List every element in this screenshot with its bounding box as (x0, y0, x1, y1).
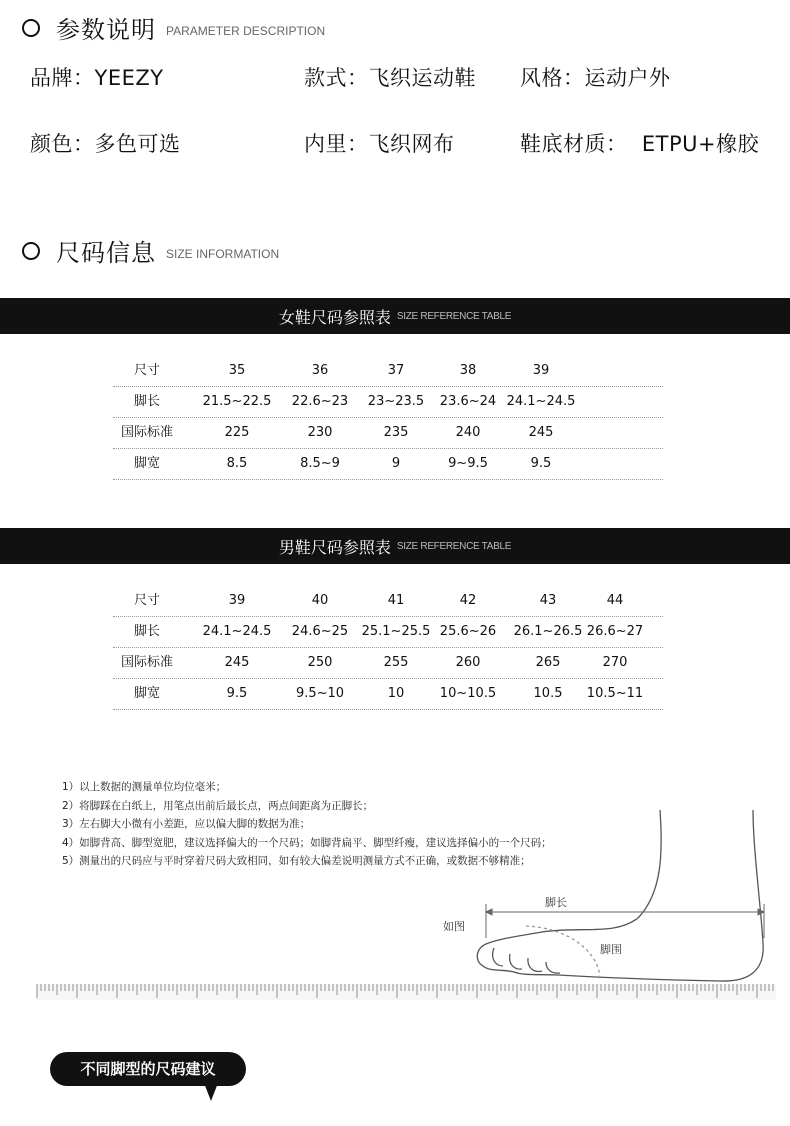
table-cell: 10.5~11 (586, 686, 644, 701)
row-header-cell: 脚长 (133, 624, 161, 639)
table-cell: 43 (539, 593, 557, 608)
men-table-title: 男鞋尺码参照表 (278, 537, 391, 557)
size-section-subtitle: SIZE INFORMATION (166, 246, 280, 261)
table-cell: 37 (387, 363, 405, 378)
param-lining: 内里：飞织网布 (304, 132, 455, 156)
figure-label: 如图 (443, 920, 465, 933)
bubble-tail (204, 1083, 218, 1101)
table-cell: 9~9.5 (448, 456, 488, 471)
table-row (113, 356, 663, 387)
param-section-title: 参数说明 (56, 16, 156, 44)
table-cell: 9 (391, 456, 401, 471)
ruler-strip (36, 984, 776, 1000)
row-header-cell: 脚宽 (133, 456, 161, 471)
women-table-subtitle: SIZE REFERENCE TABLE (396, 310, 512, 322)
param-sole: 鞋底材质： ETPU+橡胶 (520, 132, 760, 156)
table-cell: 24.1~24.5 (506, 394, 576, 409)
men-table-banner (0, 528, 790, 564)
note-line: 4）如脚背高、脚型宽肥，建议选择偏大的一个尺码；如脚背扁平、脚型纤瘦，建议选择偏小的一个尺码； (62, 836, 552, 849)
table-cell: 9.5 (226, 686, 248, 701)
table-cell: 24.6~25 (291, 624, 349, 639)
men-table-subtitle: SIZE REFERENCE TABLE (396, 540, 512, 552)
foot-length-label: 脚长 (545, 896, 567, 909)
row-header-cell: 国际标准 (120, 425, 174, 440)
table-cell: 255 (383, 655, 409, 670)
table-cell: 225 (224, 425, 250, 440)
note-line: 3）左右脚大小微有小差距，应以偏大脚的数据为准； (62, 818, 311, 830)
param-color: 颜色：多色可选 (30, 132, 181, 156)
table-cell: 23~23.5 (367, 394, 425, 409)
table-row (113, 387, 663, 418)
circle-icon (22, 19, 40, 37)
table-cell: 9.5~10 (295, 686, 345, 701)
table-cell: 23.6~24 (439, 394, 497, 409)
table-cell: 38 (459, 363, 477, 378)
table-cell: 270 (602, 655, 628, 670)
table-row (113, 679, 663, 710)
param-section-header (22, 10, 325, 45)
table-cell: 40 (311, 593, 329, 608)
row-header-cell: 尺寸 (133, 593, 161, 608)
table-row (113, 617, 663, 648)
table-cell: 260 (455, 655, 481, 670)
param-genre: 风格：运动户外 (520, 66, 671, 90)
row-header-cell: 脚长 (133, 394, 161, 409)
table-cell: 10~10.5 (439, 686, 497, 701)
table-cell: 235 (383, 425, 409, 440)
table-cell: 25.6~26 (439, 624, 497, 639)
table-cell: 24.1~24.5 (202, 624, 272, 639)
table-cell: 10.5 (533, 686, 563, 701)
foot-illustration (470, 808, 780, 988)
param-section-subtitle: PARAMETER DESCRIPTION (166, 23, 326, 38)
table-cell: 240 (455, 425, 481, 440)
param-style: 款式：飞织运动鞋 (304, 66, 476, 90)
note-line: 1）以上数据的测量单位均位毫米； (62, 781, 227, 793)
table-cell: 245 (528, 425, 554, 440)
table-cell: 265 (535, 655, 561, 670)
table-cell: 41 (387, 593, 405, 608)
table-cell: 36 (311, 363, 329, 378)
row-header-cell: 脚宽 (133, 686, 161, 701)
row-header-cell: 尺寸 (133, 363, 161, 378)
table-cell: 39 (532, 363, 550, 378)
table-row (113, 648, 663, 679)
table-row (113, 449, 663, 480)
size-section-header (22, 233, 279, 268)
note-line: 5）测量出的尺码应与平时穿着尺码大致相同，如有较大偏差说明测量方式不正确，或数据不够精准； (62, 855, 531, 867)
row-header-cell: 国际标准 (120, 655, 174, 670)
table-cell: 44 (606, 593, 624, 608)
size-section-title: 尺码信息 (56, 239, 156, 267)
table-cell: 250 (307, 655, 333, 670)
table-cell: 9.5 (530, 456, 552, 471)
table-cell: 22.6~23 (291, 394, 349, 409)
table-cell: 42 (459, 593, 477, 608)
circle-icon (22, 242, 40, 260)
foot-girth-label: 脚围 (600, 943, 622, 956)
table-cell: 230 (307, 425, 333, 440)
table-cell: 39 (228, 593, 246, 608)
table-cell: 8.5 (226, 456, 248, 471)
table-cell: 25.1~25.5 (361, 624, 431, 639)
women-table-banner (0, 298, 790, 334)
param-brand: 品牌：YEEZY (30, 66, 164, 90)
table-row (113, 418, 663, 449)
table-row (113, 586, 663, 617)
note-line: 2）将脚踩在白纸上，用笔点出前后最长点，两点间距离为正脚长； (62, 799, 374, 812)
table-cell: 10 (387, 686, 405, 701)
size-advice-bubble: 不同脚型的尺码建议 (50, 1052, 246, 1086)
women-table-title: 女鞋尺码参照表 (278, 307, 391, 327)
table-cell: 21.5~22.5 (202, 394, 272, 409)
table-cell: 26.1~26.5 (513, 624, 583, 639)
table-cell: 245 (224, 655, 250, 670)
table-cell: 35 (228, 363, 246, 378)
table-cell: 26.6~27 (586, 624, 644, 639)
table-cell: 8.5~9 (300, 456, 340, 471)
